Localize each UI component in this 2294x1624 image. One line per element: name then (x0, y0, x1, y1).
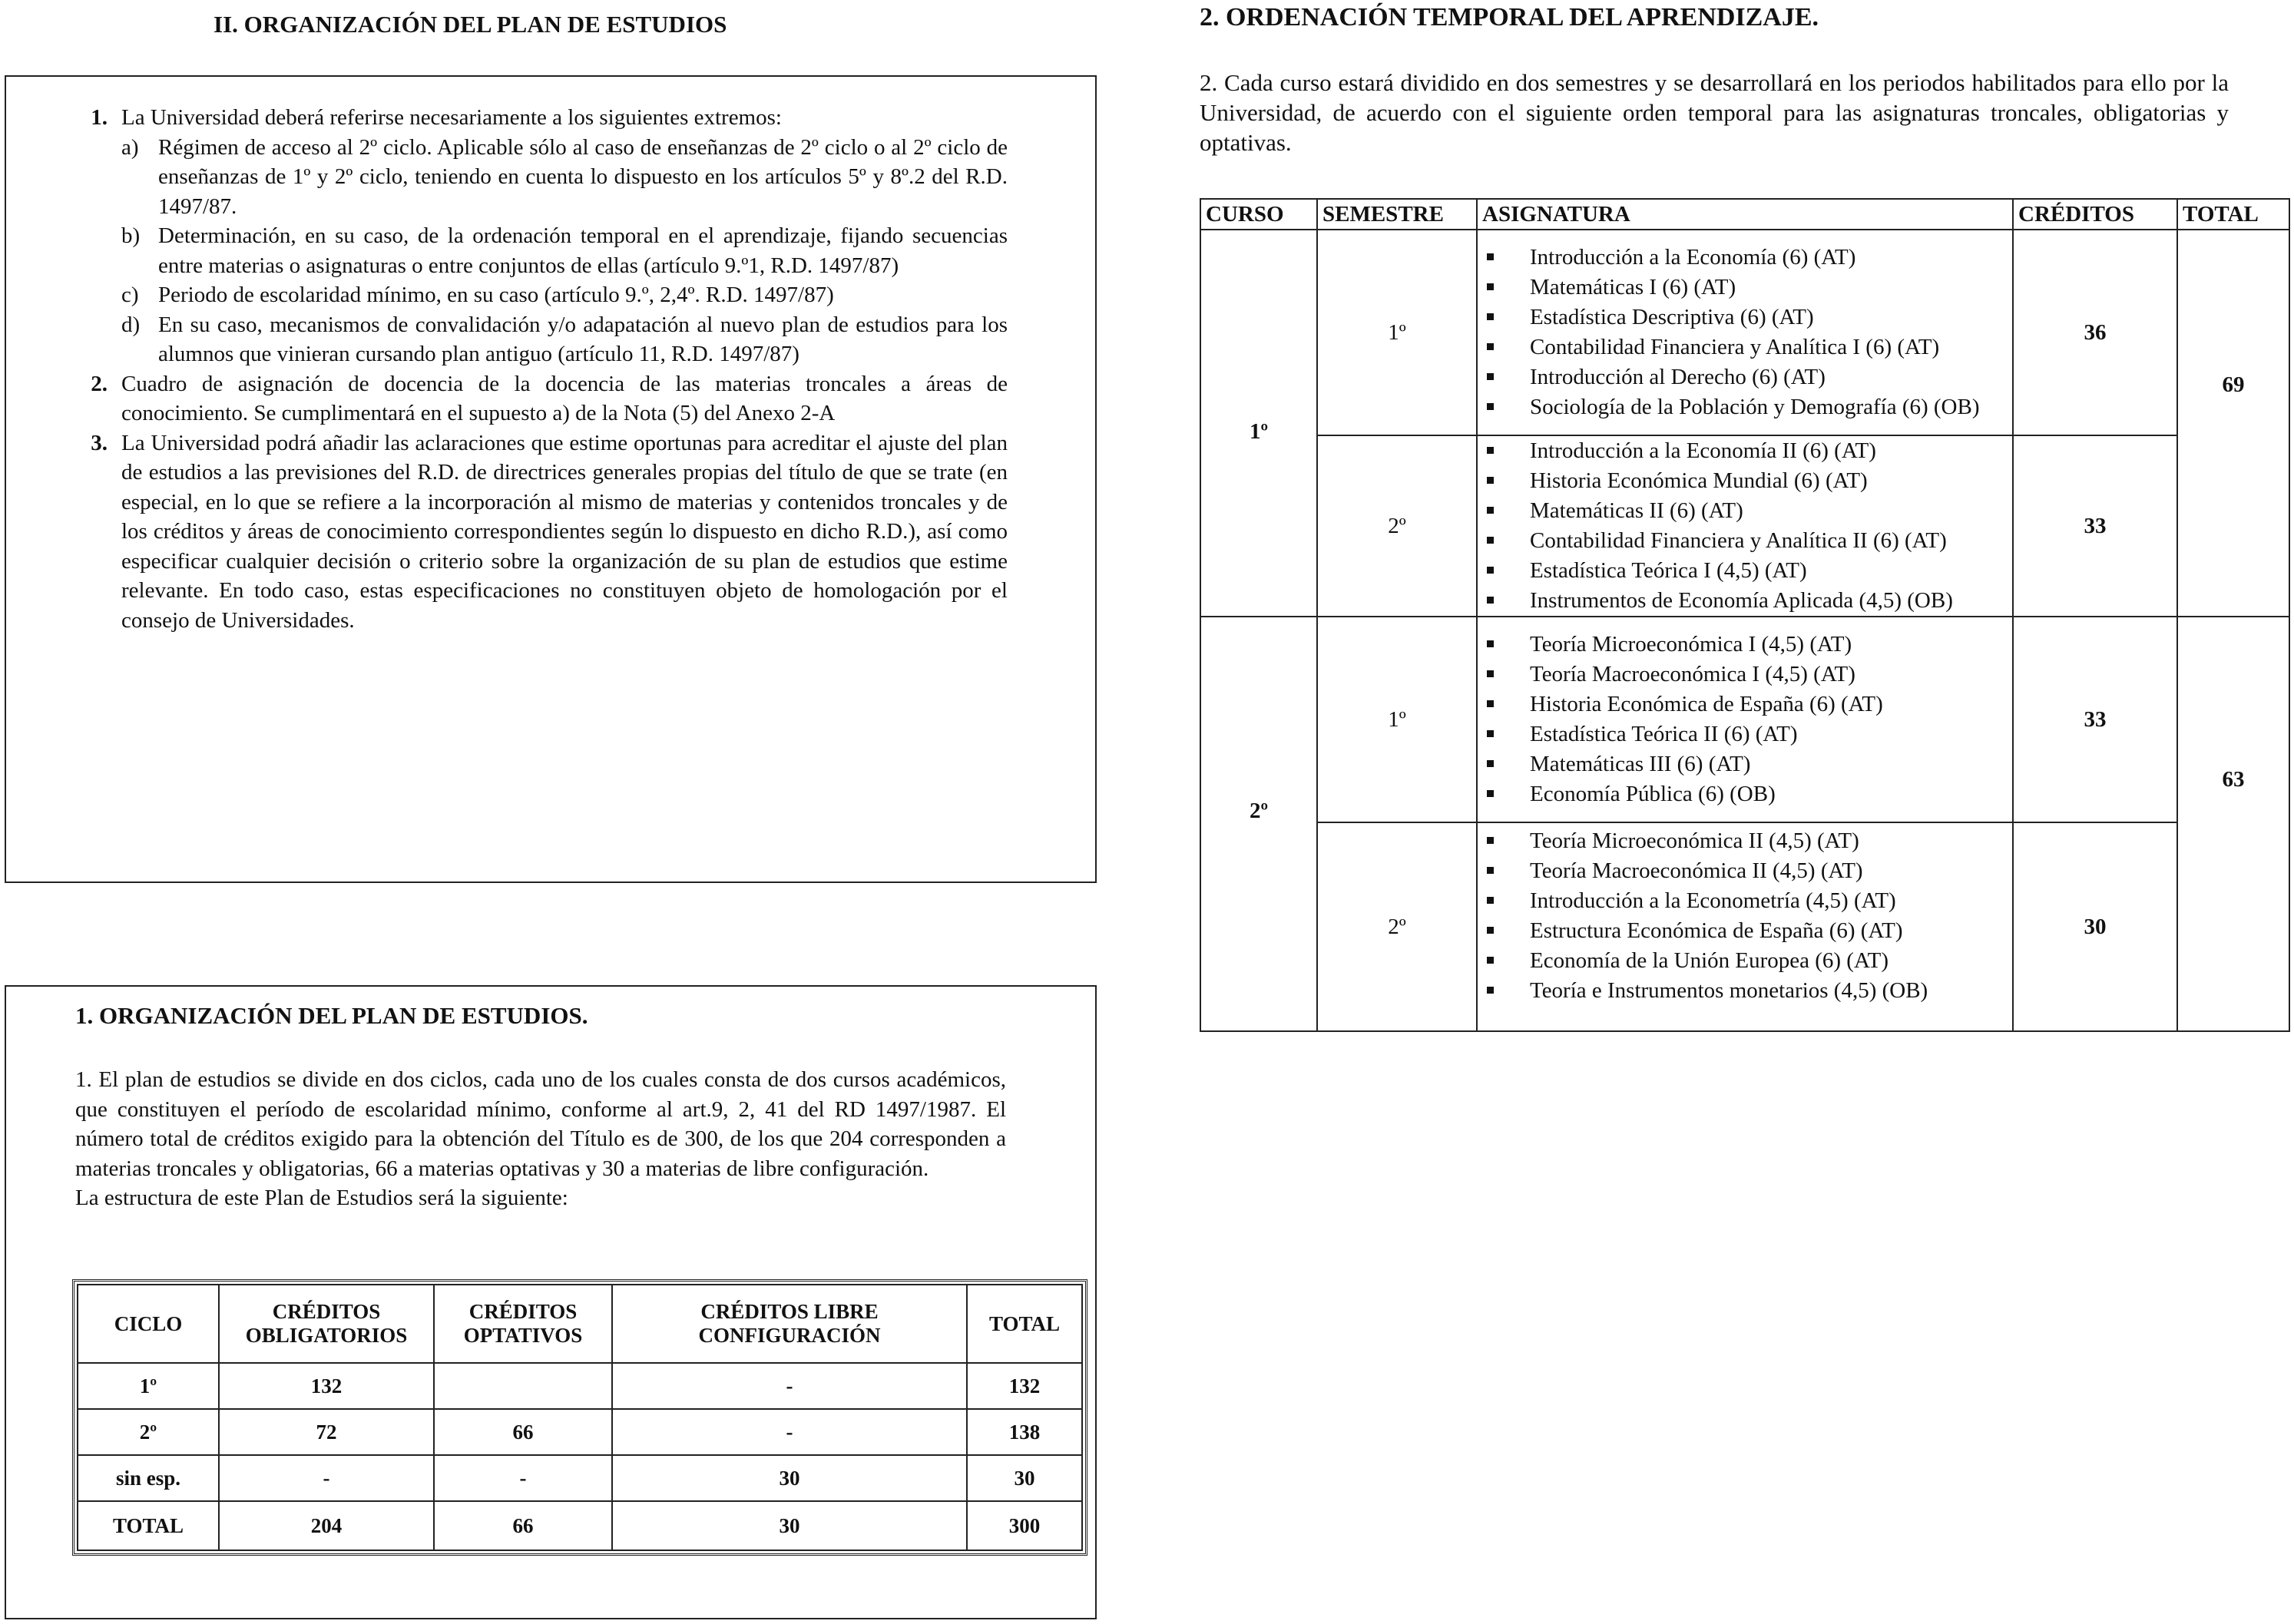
subitem-a (77, 133, 1008, 222)
subitem-text: Determinación, en su caso, de la ordenación temporal en el aprendizaje, fijando secuencias entre materias o asignaturas o entre conjuntos de ellas (artículo 9.º1, R.D. 1497/87) (158, 223, 1008, 278)
subitem-text: Régimen de acceso al 2º ciclo. Aplicable sólo al caso de enseñanzas de 2º ciclo o al 2º ciclo de enseñanzas de 1º y 2º ciclo, teniendo en cuenta lo dispuesto en los artículos 5º y 8º.2 del R.D. 1497/87. (158, 134, 1008, 219)
creditos-cell: 36 (2013, 230, 2177, 435)
subitem-b (77, 221, 1008, 280)
cell: 30 (612, 1455, 967, 1501)
subitem-letter: a) (121, 134, 139, 160)
list-item: Contabilidad Financiera y Analítica I (6) (AT) (1478, 332, 2012, 362)
right-heading: 2. ORDENACIÓN TEMPORAL DEL APRENDIZAJE. (1200, 3, 1819, 31)
cell: - (612, 1409, 967, 1455)
total-value: 69 (2222, 372, 2245, 397)
list-item: Sociología de la Población y Demografía (6) (OB) (1478, 392, 2012, 422)
item-number: 1. (91, 105, 108, 130)
creditos-cell: 33 (2013, 435, 2177, 617)
cell: 72 (219, 1409, 434, 1455)
right-paragraph: 2. Cada curso estará dividido en dos semestres y se desarrollará en los periodos habilitados para ello por la Universidad, de acuerdo con el siguiente orden temporal para las asignaturas troncales, obligatorias y optativas. (1200, 69, 2229, 156)
table-row (78, 1455, 1082, 1501)
list-item: Matemáticas II (6) (AT) (1478, 496, 2012, 526)
requirement-item-3 (77, 428, 1008, 636)
cell: 132 (967, 1363, 1082, 1409)
cell (434, 1363, 612, 1409)
curso-cell (1200, 617, 1317, 1031)
item-number: 2. (91, 371, 108, 396)
table-row (78, 1363, 1082, 1409)
total-cell (2177, 230, 2289, 617)
subjects-cell (1477, 822, 2013, 1031)
list-item: Teoría Macroeconómica II (4,5) (AT) (1478, 856, 2012, 886)
table-row (1200, 230, 2289, 435)
plan-paragraph: 1. El plan de estudios se divide en dos ciclos, cada uno de los cuales consta de dos cursos académicos, que constituyen el período de escolaridad mínimo, conforme al art.9, 2, 41 del RD 1497/1987. El número total de créditos exigido para la obtención del Título es de 300, de los que 204 corresponden a materias troncales y obligatorias, 66 a materias optativas y 30 a materias de libre configuración. (75, 1067, 1006, 1181)
header-total: TOTAL (967, 1285, 1082, 1363)
list-item: Estadística Teórica II (6) (AT) (1478, 719, 2012, 749)
subitem-c (77, 280, 1008, 310)
list-item: Introducción a la Economía II (6) (AT) (1478, 436, 2012, 466)
header-curso: CURSO (1200, 199, 1317, 230)
total-cell (2177, 617, 2289, 1031)
cell: TOTAL (78, 1501, 219, 1550)
list-item: Estadística Teórica I (4,5) (AT) (1478, 556, 2012, 586)
list-item: Historia Económica de España (6) (AT) (1478, 690, 2012, 719)
creditos-cell: 30 (2013, 822, 2177, 1031)
list-item: Instrumentos de Economía Aplicada (4,5) (OB) (1478, 586, 2012, 616)
cell: 30 (612, 1501, 967, 1550)
header-ciclo: CICLO (78, 1285, 219, 1363)
cell: 1º (78, 1363, 219, 1409)
list-item: Estructura Económica de España (6) (AT) (1478, 916, 2012, 946)
list-item: Matemáticas III (6) (AT) (1478, 749, 2012, 779)
cell: - (219, 1455, 434, 1501)
list-item: Estadística Descriptiva (6) (AT) (1478, 303, 2012, 332)
table-row (1200, 435, 2289, 617)
semestre-cell: 1º (1317, 230, 1477, 435)
subjects-cell (1477, 617, 2013, 822)
header-libre: CRÉDITOS LIBRE CONFIGURACIÓN (612, 1285, 967, 1363)
subitem-letter: c) (121, 283, 139, 307)
curso-cell (1200, 230, 1317, 617)
subjects-cell (1477, 230, 2013, 435)
total-value: 63 (2222, 767, 2245, 792)
subitem-text: En su caso, mecanismos de convalidación y/o adapatación al nuevo plan de estudios para los alumnos que vinieran cursando plan antiguo (artículo 11, R.D. 1497/87) (158, 312, 1008, 366)
plan-organization-box (5, 985, 1097, 1619)
list-item: Teoría Macroeconómica I (4,5) (AT) (1478, 660, 2012, 690)
temporal-plan-table (1200, 198, 2290, 1032)
header-asignatura: ASIGNATURA (1477, 199, 2013, 230)
item-text: La Universidad deberá referirse necesariamente a los siguientes extremos: (121, 105, 782, 130)
semestre-cell: 2º (1317, 822, 1477, 1031)
creditos-cell: 33 (2013, 617, 2177, 822)
cell: 30 (967, 1455, 1082, 1501)
header-total: TOTAL (2177, 199, 2289, 230)
cell: 204 (219, 1501, 434, 1550)
subitem-d (77, 310, 1008, 369)
subjects-cell (1477, 435, 2013, 617)
table-row (1200, 822, 2289, 1031)
cell: 66 (434, 1501, 612, 1550)
subitem-text: Periodo de escolaridad mínimo, en su caso (artículo 9.º, 2,4º. R.D. 1497/87) (158, 283, 834, 307)
item-text: La Universidad podrá añadir las aclaraciones que estime oportunas para acreditar el ajuste del plan de estudios a las previsiones del R.D. de directrices generales propias del título de que se trate (en especial, en lo que se refiere a la incorporación al mismo de materias y contenidos troncales y de los créditos y áreas de conocimiento correspondientes según lo dispuesto en dicho R.D.), así como especificar cualquier decisión o criterio sobre la organización de su plan de estudios que estime relevante. En todo caso, estas especificaciones no constituyen objeto de homologación por el consejo de Universidades. (121, 430, 1008, 633)
header-optativos: CRÉDITOS OPTATIVOS (434, 1285, 612, 1363)
list-item: Teoría e Instrumentos monetarios (4,5) (OB) (1478, 976, 2012, 1006)
cell: 138 (967, 1409, 1082, 1455)
requirement-item-1 (77, 103, 1008, 133)
cell: 300 (967, 1501, 1082, 1550)
list-item: Teoría Microeconómica I (4,5) (AT) (1478, 630, 2012, 660)
table-row (78, 1409, 1082, 1455)
header-creditos: CRÉDITOS (2013, 199, 2177, 230)
subitem-letter: b) (121, 223, 141, 248)
left-requirements-box (5, 75, 1097, 883)
requirement-item-2 (77, 369, 1008, 428)
semestre-cell: 2º (1317, 435, 1477, 617)
list-item: Matemáticas I (6) (AT) (1478, 273, 2012, 303)
cell: 66 (434, 1409, 612, 1455)
cell: - (612, 1363, 967, 1409)
list-item: Economía Pública (6) (OB) (1478, 779, 2012, 809)
list-item: Economía de la Unión Europea (6) (AT) (1478, 946, 2012, 976)
table-row (1200, 617, 2289, 822)
cell: 2º (78, 1409, 219, 1455)
list-item: Introducción al Derecho (6) (AT) (1478, 362, 2012, 392)
list-item: Introducción a la Economía (6) (AT) (1478, 243, 2012, 273)
item-text: Cuadro de asignación de docencia de la docencia de las materias troncales a áreas de conocimiento. Se cumplimentará en el supuesto a) de la Nota (5) del Anexo 2-A (121, 371, 1008, 425)
semestre-cell: 1º (1317, 617, 1477, 822)
subitem-letter: d) (121, 312, 141, 337)
header-obligatorios: CRÉDITOS OBLIGATORIOS (219, 1285, 434, 1363)
item-number: 3. (91, 430, 108, 455)
list-item: Teoría Microeconómica II (4,5) (AT) (1478, 826, 2012, 856)
list-item: Introducción a la Econometría (4,5) (AT) (1478, 886, 2012, 916)
left-heading: II. ORGANIZACIÓN DEL PLAN DE ESTUDIOS (214, 11, 727, 38)
credits-table (77, 1284, 1083, 1551)
cell: - (434, 1455, 612, 1501)
bottom-heading: 1. ORGANIZACIÓN DEL PLAN DE ESTUDIOS. (75, 1002, 588, 1029)
list-item: Historia Económica Mundial (6) (AT) (1478, 466, 2012, 496)
cell: 132 (219, 1363, 434, 1409)
list-item: Contabilidad Financiera y Analítica II (6) (AT) (1478, 526, 2012, 556)
table-row (78, 1501, 1082, 1550)
structure-intro: La estructura de este Plan de Estudios será la siguiente: (75, 1186, 568, 1210)
curso-value: 2º (1249, 799, 1269, 823)
curso-value: 1º (1249, 419, 1269, 444)
cell: sin esp. (78, 1455, 219, 1501)
header-semestre: SEMESTRE (1317, 199, 1477, 230)
